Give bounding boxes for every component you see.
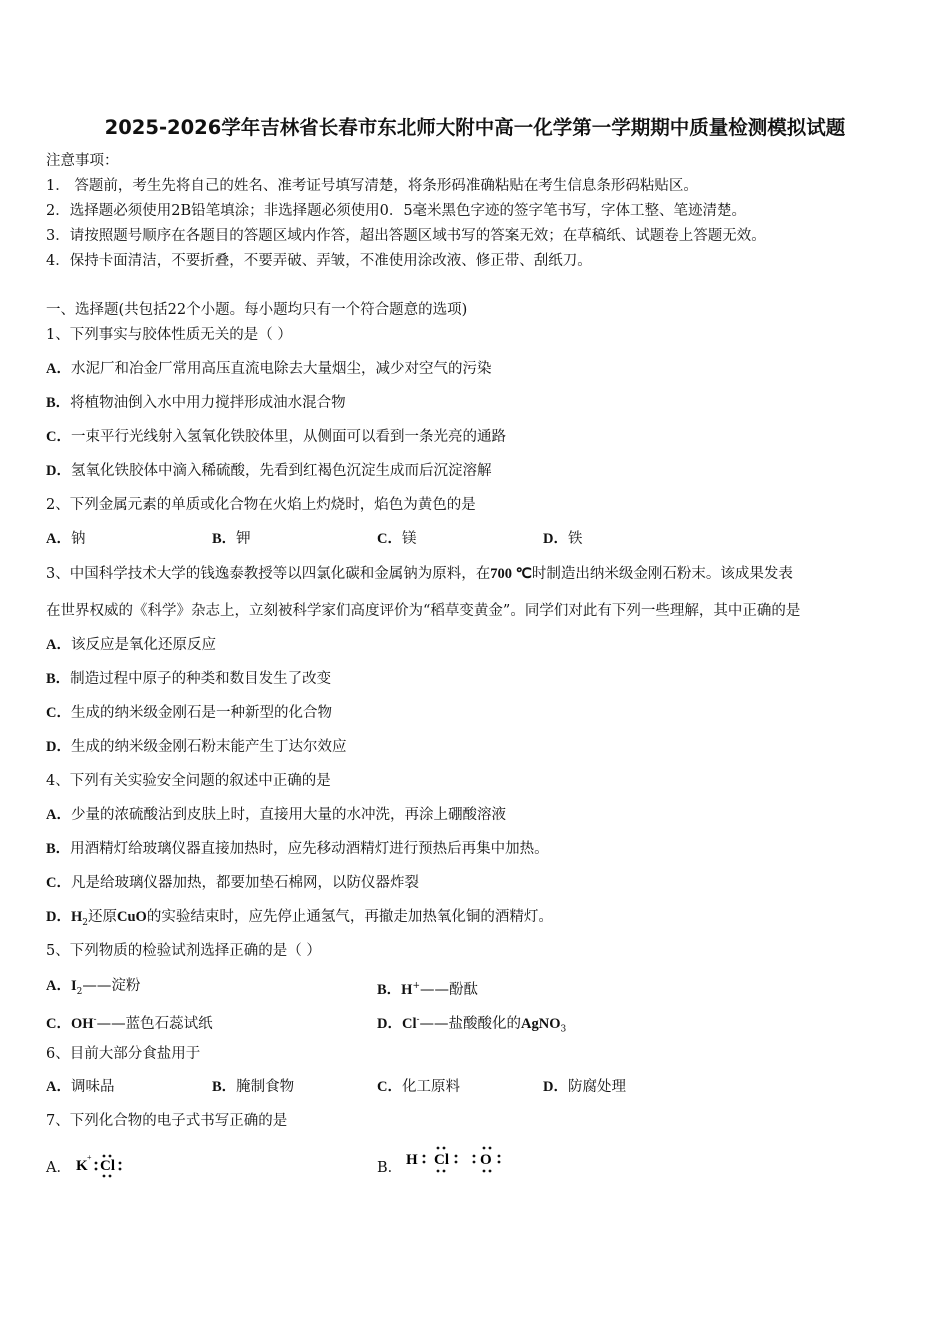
subscript: 2	[82, 917, 88, 928]
notice-item-1: 1． 答题前，考生先将自己的姓名、准考证号填写清楚，将条形码准确粘贴在考生信息条形码粘贴区。	[46, 178, 698, 194]
q2-stem: 2、下列金属元素的单质或化合物在火焰上灼烧时，焰色为黄色的是	[46, 497, 476, 513]
option-label: C．	[377, 1079, 402, 1095]
q4-option-d	[46, 907, 553, 933]
option-label: A．	[46, 1079, 71, 1095]
electron-dot	[443, 1170, 446, 1173]
formula: OH	[70, 1015, 94, 1032]
option-text: ——蓝色石蕊试纸	[96, 1015, 213, 1032]
option-label: B．	[46, 841, 71, 857]
electron-dot	[443, 1147, 446, 1150]
option-text: 制造过程中原子的种类和数目发生了改变	[70, 671, 332, 687]
q5-option-d	[377, 1010, 566, 1040]
q6-option-c	[377, 1077, 460, 1097]
option-text: ——盐酸酸化的	[419, 1015, 522, 1032]
notice-heading: 注意事项：	[46, 153, 119, 169]
q7-option-b-label: B．	[377, 1160, 403, 1176]
q7-option-a-label: A．	[46, 1160, 71, 1176]
option-label: B．	[212, 1079, 237, 1095]
option-text: 镁	[401, 531, 417, 547]
q1-stem: 1、下列事实与胶体性质无关的是（ ）	[46, 327, 292, 343]
option-text: 生成的纳米级金刚石是一种新型的化合物	[70, 705, 332, 721]
electron-dot	[95, 1162, 98, 1165]
option-label: A．	[46, 637, 71, 653]
section-heading: 一、选择题(共包括22个小题。每小题均只有一个符合题意的选项)	[46, 302, 468, 318]
superscript: -	[93, 1015, 97, 1025]
q3-option-a	[46, 635, 216, 655]
electron-dot	[489, 1170, 492, 1173]
option-text: 防腐处理	[567, 1079, 626, 1095]
electron-dot	[103, 1155, 106, 1158]
cuo-formula: CuO	[117, 909, 147, 925]
option-text: 铁	[567, 531, 583, 547]
electron-dot	[109, 1175, 112, 1178]
reagent-formula: AgNO	[521, 1015, 561, 1032]
option-label: D．	[46, 909, 71, 925]
q4-option-c	[46, 873, 419, 893]
q6-option-a	[46, 1077, 114, 1097]
option-label: C．	[46, 429, 71, 445]
q3-option-c	[46, 703, 332, 723]
q4-option-a	[46, 805, 506, 825]
q2-option-d	[543, 529, 582, 549]
option-text: 生成的纳米级金刚石粉末能产生丁达尔效应	[70, 739, 347, 755]
exam-title: 2025-2026学年吉林省长春市东北师大附中高一化学第一学期期中质量检测模拟试题	[104, 116, 846, 139]
option-text: 将植物油倒入水中用力搅拌形成油水混合物	[70, 395, 346, 411]
option-text: 凡是给玻璃仪器加热，都要加垫石棉网，以防仪器炸裂	[70, 875, 419, 891]
superscript: -	[416, 1015, 420, 1025]
electron-dot	[437, 1170, 440, 1173]
q3-stem-text-cont: 时制造出纳米级金刚石粉末。该成果发表	[531, 566, 793, 582]
electron-dot	[498, 1161, 501, 1164]
superscript: +	[412, 981, 420, 991]
option-label: B．	[212, 531, 237, 547]
q5-option-b	[377, 976, 478, 1000]
electron-dot	[473, 1155, 476, 1158]
option-label: D．	[543, 1079, 568, 1095]
q6-option-b	[212, 1077, 294, 1097]
option-label: B．	[377, 981, 402, 998]
option-label: D．	[543, 531, 568, 547]
electron-dot	[437, 1147, 440, 1150]
electron-dot	[423, 1155, 426, 1158]
option-label: C．	[46, 875, 71, 891]
option-label: C．	[377, 531, 402, 547]
q3-stem-text: 3、中国科学技术大学的钱逸泰教授等以四氯化碳和金属钠为原料，在	[46, 566, 491, 582]
q1-option-a	[46, 359, 491, 379]
option-text: 该反应是氧化还原反应	[70, 637, 216, 653]
electron-dot-hclo	[404, 1142, 508, 1180]
option-text: 少量的浓硫酸沾到皮肤上时，直接用大量的水冲洗，再涂上硼酸溶液	[70, 807, 506, 823]
hydrogen-formula: H	[70, 909, 83, 925]
q1-option-c	[46, 427, 506, 447]
atom-o: O	[480, 1152, 492, 1168]
option-label: A．	[46, 531, 71, 547]
option-text: 用酒精灯给玻璃仪器直接加热时，应先移动酒精灯进行预热后再集中加热。	[70, 841, 549, 857]
option-text-cont: 的实验结束时，应先停止通氢气，再撤走加热氧化铜的酒精灯。	[146, 909, 553, 925]
q6-option-d	[543, 1077, 626, 1097]
option-text: 化工原料	[401, 1079, 460, 1095]
q2-option-b	[212, 529, 251, 549]
q1-option-b	[46, 393, 346, 413]
option-text: 钠	[70, 531, 86, 547]
q3-stem-line2: 在世界权威的《科学》杂志上，立刻被科学家们高度评价为“稻草变黄金”。同学们对此有下列一些理解，其中正确的是	[46, 603, 801, 619]
electron-dot	[483, 1147, 486, 1150]
option-label: A．	[46, 807, 71, 823]
subscript: 2	[76, 986, 83, 997]
option-text: 钾	[236, 531, 251, 547]
option-text: 氢氧化铁胶体中滴入稀硫酸，先看到红褐色沉淀生成而后沉淀溶解	[70, 463, 492, 479]
formula: H	[401, 981, 413, 998]
option-label: B．	[46, 395, 71, 411]
q2-option-a	[46, 529, 85, 549]
atom-h: H	[406, 1152, 418, 1168]
option-text: 调味品	[70, 1079, 115, 1095]
option-label: D．	[377, 1015, 402, 1032]
electron-dot	[483, 1170, 486, 1173]
option-text: ——酚酞	[420, 981, 478, 998]
electron-dot	[109, 1155, 112, 1158]
formula: I	[70, 978, 77, 994]
electron-dot	[489, 1147, 492, 1150]
electron-dot	[455, 1155, 458, 1158]
q1-option-d	[46, 461, 491, 481]
electron-dot	[473, 1161, 476, 1164]
option-text: 水泥厂和冶金厂常用高压直流电除去大量烟尘，减少对空气的污染	[70, 361, 492, 377]
electron-dot-kcl	[74, 1148, 134, 1182]
q5-option-c	[46, 1010, 213, 1034]
q3-stem-line1	[46, 564, 793, 584]
atom-k: K	[76, 1158, 88, 1174]
electron-dot	[498, 1155, 501, 1158]
formula: Cl	[401, 1015, 417, 1032]
option-label: C．	[46, 705, 71, 721]
q7-stem: 7、下列化合物的电子式书写正确的是	[46, 1113, 288, 1129]
option-text: 一束平行光线射入氢氧化铁胶体里，从侧面可以看到一条光亮的通路	[70, 429, 506, 445]
electron-dot	[95, 1168, 98, 1171]
q3-temperature: 700 ℃	[490, 566, 532, 582]
q5-stem: 5、下列物质的检验试剂选择正确的是（ ）	[46, 943, 321, 959]
q4-option-b	[46, 839, 549, 859]
option-label: D．	[46, 463, 71, 479]
notice-item-3: 3．请按照题号顺序在各题目的答题区域内作答，超出答题区域书写的答案无效；在草稿纸、试题卷上答题无效。	[46, 228, 766, 244]
electron-dot	[119, 1162, 122, 1165]
q6-stem: 6、目前大部分食盐用于	[46, 1046, 201, 1062]
notice-item-2: 2．选择题必须使用2B铅笔填涂；非选择题必须使用0．5毫米黑色字迹的签字笔书写，字体工整、笔迹清楚。	[46, 203, 747, 219]
q3-option-d	[46, 737, 346, 757]
option-text: ——淀粉	[82, 978, 141, 994]
q2-option-c	[377, 529, 416, 549]
q4-stem: 4、下列有关实验安全问题的叙述中正确的是	[46, 773, 331, 789]
electron-dot	[103, 1175, 106, 1178]
option-text: 腌制食物	[236, 1079, 295, 1095]
option-text: 还原	[88, 909, 117, 925]
electron-dot	[119, 1168, 122, 1171]
subscript: 3	[560, 1024, 567, 1035]
electron-dot	[455, 1161, 458, 1164]
option-label: A．	[46, 361, 71, 377]
notice-item-4: 4．保持卡面清洁，不要折叠，不要弄破、弄皱，不准使用涂改液、修正带、刮纸刀。	[46, 253, 592, 269]
atom-cl: Cl	[100, 1158, 115, 1174]
q5-option-a	[46, 976, 140, 1002]
charge-plus: +	[87, 1153, 92, 1162]
atom-cl: Cl	[434, 1152, 449, 1168]
option-label: A．	[46, 978, 71, 994]
q3-option-b	[46, 669, 331, 689]
option-label: C．	[46, 1015, 71, 1032]
option-label: D．	[46, 739, 71, 755]
electron-dot	[423, 1161, 426, 1164]
option-label: B．	[46, 671, 71, 687]
